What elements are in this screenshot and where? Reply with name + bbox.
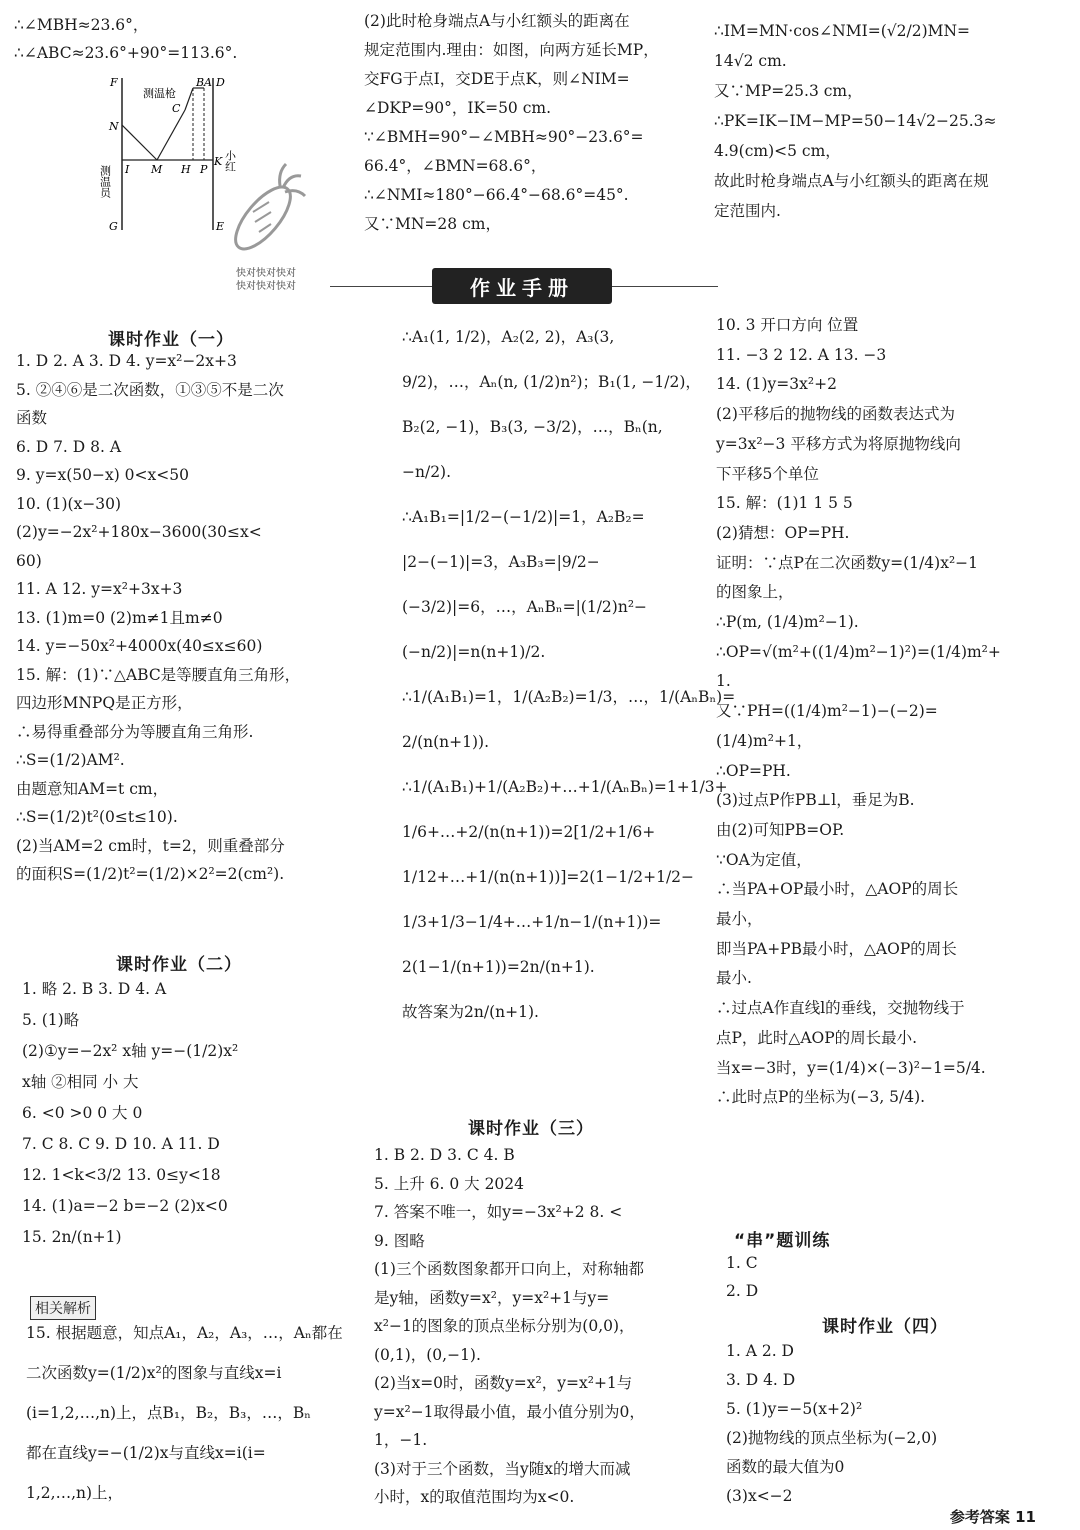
answer-line: 1. C [726,1254,758,1272]
answer-line: 7. C 8. C 9. D 10. A 11. D [22,1135,220,1153]
answer-line: ∴当PA+OP最小时，△AOP的周长 [716,880,959,899]
analysis-line: 二次函数y=(1/2)x²的图象与直线x=i [26,1364,282,1382]
text-line: 又∵MN=28 cm， [364,215,501,233]
answer-line: 6. D 7. D 8. A [16,437,122,456]
answer-line: 是y轴，函数y=x²，y=x²+1与y= [374,1288,610,1307]
carrot-caption-1: 快对快对快对 [236,268,296,279]
section-heading: 课时作业（二） [116,955,242,975]
section-heading: “串”题训练 [734,1231,831,1251]
text-line: 66.4°，∠BMN=68.6°， [364,157,547,175]
answer-line: (2)①y=−2x² x轴 y=−(1/2)x² [22,1042,239,1060]
answer-line: y=3x²−3 平移方式为将原抛物线向 [716,434,961,453]
answer-line: 14. (1)y=3x²+2 [716,375,837,394]
label-N: N [109,120,119,133]
solution-line: ∴A₁(1, 1/2)，A₂(2, 2)，A₃(3, [402,328,615,346]
label-A: A [204,76,212,89]
answer-line: ∴P(m, (1/4)m²−1). [716,613,859,631]
answer-line: 由(2)可知PB=OP. [716,820,845,839]
label-C: C [172,102,181,115]
solution-line: ∴1/(A₁B₁)+1/(A₂B₂)+…+1/(AₙBₙ)=1+1/3+ [402,778,728,796]
section-heading: 课时作业（四） [822,1317,948,1337]
label-M: M [151,163,163,176]
text-line: 规定范围内.理由：如图，向两方延长MP， [364,41,659,59]
solution-line: (−n/2)|=n(n+1)/2. [402,643,546,661]
answer-line: 11. −3 2 12. A 13. −3 [716,345,887,364]
solution-line: −n/2). [402,463,452,481]
answer-line: 点P，此时△AOP的周长最小. [716,1028,918,1047]
analysis-line: (i=1,2,…,n)上，点B₁，B₂，B₃，…，Bₙ [26,1404,311,1422]
answer-line: 的图象上， [716,583,794,602]
label-G: G [109,220,118,233]
answer-line: 5. (1)略 [22,1011,80,1029]
answer-line: (0,1)，(0,−1). [374,1345,481,1364]
answer-line: ∴OP=PH. [716,761,791,780]
answer-line: 函数 [16,409,48,427]
answer-line: 1，−1. [374,1431,428,1449]
answer-line: (1/4)m²+1， [716,731,813,750]
label-F: F [110,76,118,89]
answer-line: 10. 3 开口方向 位置 [716,316,859,334]
text-line: ∴∠ABC≈23.6°+90°=113.6°. [14,44,238,62]
answer-line: 6. <0 >0 0 大 0 [22,1104,143,1122]
analysis-tag: 相关解析 [30,1296,96,1320]
answer-line: 最小. [716,969,752,988]
label-D: D [216,76,225,89]
answer-line: 当x=−3时，y=(1/4)×(−3)²−1=5/4. [716,1058,986,1077]
answer-line: 11. A 12. y=x²+3x+3 [16,580,183,598]
solution-line: 1/12+…+1/(n(n+1))]=2(1−1/2+1/2− [402,868,695,886]
answer-line: ∴过点A作直线l的垂线，交抛物线于 [716,999,965,1018]
solution-line: 故答案为2n/(n+1). [402,1003,539,1021]
solution-line: 1/6+…+2/(n(n+1))=2[1/2+1/6+ [402,823,656,841]
answer-line: 5. 上升 6. 0 大 2024 [374,1174,525,1193]
answer-line: 14. (1)a=−2 b=−2 (2)x<0 [22,1197,228,1215]
answer-line: 10. (1)(x−30) [16,494,122,513]
label-H: H [181,163,191,176]
text-line: ∠DKP=90°，IK=50 cm. [364,99,552,117]
answer-line: 由题意知AM=t cm， [16,779,169,798]
section-heading: 课时作业（三） [468,1119,594,1139]
solution-line: 1/3+1/3−1/4+…+1/n−1/(n+1))= [402,913,662,931]
answer-line: (1)三个函数图象都开口向上，对称轴都 [374,1260,644,1278]
answer-line: 60) [16,551,42,570]
answer-line: 小时，x的取值范围均为x<0. [374,1488,575,1506]
answer-line: ∴S=(1/2)AM². [16,751,125,769]
answer-line: 证明：∵点P在二次函数y=(1/4)x²−1 [716,553,979,572]
answer-line: ∴S=(1/2)t²(0≤t≤10). [16,808,178,826]
answer-line: (2)当AM=2 cm时，t=2，则重叠部分 [16,836,285,855]
banner-rule-left [330,286,432,287]
label-I: I [125,163,130,176]
answer-line: 12. 1<k<3/2 13. 0≤y<18 [22,1166,221,1184]
answer-line: ∴易得重叠部分为等腰直角三角形. [16,722,254,741]
answer-line: 1. 略 2. B 3. D 4. A [22,980,167,998]
text-line: ∴PK=IK−IM−MP=50−14√2−25.3≈ [714,112,997,130]
label-E: E [216,220,225,233]
answer-line: ∴此时点P的坐标为(−3, 5/4). [716,1088,926,1107]
answer-line: 函数的最大值为0 [726,1458,845,1476]
page-footer: 参考答案 11 [949,1508,1036,1526]
text-line: ∴IM=MN·cos∠NMI=(√2/2)MN= [714,22,971,40]
answer-line: 2. D [726,1282,759,1300]
section-banner: 作业手册 [432,268,612,304]
label-gun: 测温枪 [143,87,176,100]
answer-line: 15. 2n/(n+1) [22,1228,122,1246]
solution-line: 2(1−1/(n+1))=2n/(n+1). [402,958,595,976]
answer-line: 的面积S=(1/2)t²=(1/2)×2²=2(cm²). [16,865,285,883]
solution-line: (−3/2)|=6，…，AₙBₙ=|(1/2)n²− [402,598,648,616]
carrot-caption-2: 快对快对快对 [236,281,296,292]
answer-line: y=x²−1取得最小值，最小值分别为0， [374,1402,645,1421]
answer-line: 5. (1)y=−5(x+2)² [726,1400,863,1418]
banner-rule-right [612,286,718,287]
answer-line: 3. D 4. D [726,1371,796,1389]
analysis-line: 都在直线y=−(1/2)x与直线x=i(i= [26,1444,266,1462]
text-line: 定范围内. [714,202,781,220]
answer-line: 14. y=−50x²+4000x(40≤x≤60) [16,637,263,655]
answer-line: ∵OA为定值， [716,850,812,869]
answer-line: (2)当x=0时，函数y=x²，y=x²+1与 [374,1374,633,1392]
answer-line: 15. 解：(1)1 1 5 5 [716,494,853,513]
answer-line: 9. y=x(50−x) 0<x<50 [16,466,189,484]
solution-line: B₂(2, −1)，B₃(3, −3/2)，…，Bₙ(n, [402,418,663,436]
analysis-line: 1,2,…,n)上， [26,1484,124,1502]
solution-line: 2/(n(n+1)). [402,733,490,751]
answer-line: 四边形MNPQ是正方形， [16,694,193,712]
solution-line: ∴A₁B₁=|1/2−(−1/2)|=1，A₂B₂= [402,508,645,526]
answer-line: (3)对于三个函数，当y随x的增大而减 [374,1459,631,1478]
text-line: 又∵MP=25.3 cm， [714,82,863,100]
text-line: (2)此时枪身端点A与小红额头的距离在 [364,12,630,30]
text-line: ∴∠NMI≈180°−66.4°−68.6°=45°. [364,186,629,204]
label-person-right: 小红 [223,150,237,172]
answer-line: (2)y=−2x²+180x−3600(30≤x< [16,523,262,541]
text-line: 4.9(cm)<5 cm， [714,142,841,160]
answer-line: (2)平移后的抛物线的函数表达式为 [716,405,955,424]
text-line: 14√2 cm. [714,52,787,70]
answer-line: 1. [716,672,731,691]
section-heading: 课时作业（一） [108,330,234,350]
answer-line: 9. 图略 [374,1231,425,1250]
label-person-left: 测温员 [98,165,112,198]
text-line: ∵∠BMH=90°−∠MBH≈90°−23.6°= [364,128,644,146]
answer-line: 5. ②④⑥是二次函数，①③⑤不是二次 [16,380,284,399]
answer-line: x²−1的图象的顶点坐标分别为(0,0)， [374,1317,635,1335]
label-P: P [200,163,208,176]
solution-line: 9/2)，…，Aₙ(n, (1/2)n²)；B₁(1, −1/2)， [402,373,701,391]
answer-line: 15. 解：(1)∵△ABC是等腰直角三角形， [16,665,301,684]
answer-line: 即当PA+PB最小时，△AOP的周长 [716,939,957,958]
solution-line: |2−(−1)|=3，A₃B₃=|9/2− [402,553,600,571]
answer-line: 1. D 2. A 3. D 4. y=x²−2x+3 [16,352,237,370]
answer-line: 最小， [716,910,763,928]
answer-line: ∴OP=√(m²+((1/4)m²−1)²)=(1/4)m²+ [716,642,1001,661]
answer-line: 7. 答案不唯一，如y=−3x²+2 8. < [374,1203,623,1221]
answer-line: (3)过点P作PB⊥l，垂足为B. [716,791,915,810]
answer-line: x轴 ②相同 小 大 [22,1073,139,1091]
answer-line: 又∵PH=((1/4)m²−1)−(−2)= [716,702,938,721]
answer-line: 下平移5个单位 [716,464,819,483]
text-line: 交FG于点I，交DE于点K，则∠NIM= [364,70,630,88]
answer-line: (2)猜想：OP=PH. [716,523,850,542]
analysis-line: 15. 根据题意，知点A₁，A₂，A₃，…，Aₙ都在 [26,1324,343,1342]
answer-line: 1. B 2. D 3. C 4. B [374,1146,515,1164]
answer-line: 13. (1)m=0 (2)m≠1且m≠0 [16,608,223,627]
answer-line: 1. A 2. D [726,1342,794,1360]
answer-line: (2)抛物线的顶点坐标为(−2,0) [726,1429,938,1447]
label-K: K [214,155,223,168]
carrot-logo [225,160,315,260]
answer-line: (3)x<−2 [726,1487,793,1505]
text-line: ∴∠MBH≈23.6°， [14,16,149,34]
text-line: 故此时枪身端点A与小红额头的距离在规 [714,172,989,190]
label-B: B [196,76,205,89]
solution-line: ∴1/(A₁B₁)=1，1/(A₂B₂)=1/3，…，1/(AₙBₙ)= [402,688,736,706]
